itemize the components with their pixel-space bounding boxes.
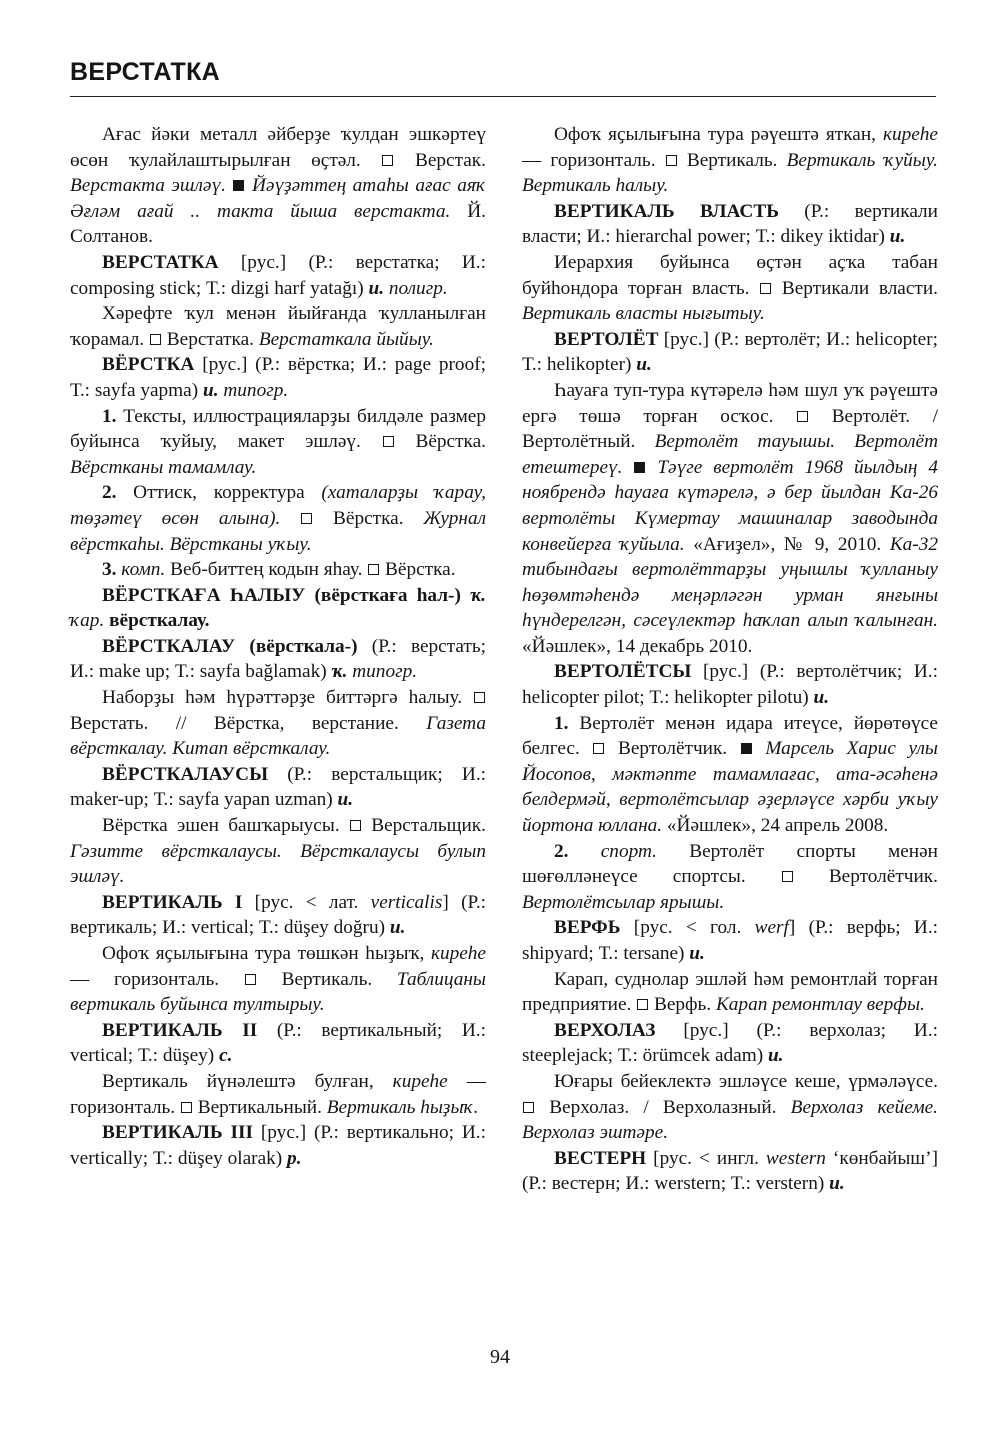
dictionary-entry-paragraph [70,941,486,1018]
body-text: (Р.: вертикальный; И.: vertical; Т.: düşey) [70,1019,486,1067]
body-text: «Ағиҙел», № 9, 2010. [684,533,890,555]
empty-square-marker-icon [350,820,361,831]
empty-square-marker-icon [181,1102,192,1113]
body-text: Вертикали власти. [772,277,938,299]
headword: 2. [554,840,569,862]
italic-text: типогр. [223,379,289,401]
headword: ВЕРХОЛАЗ [554,1019,656,1041]
headword: 2. [102,482,117,504]
dictionary-entry-paragraph [70,404,486,481]
part-of-speech: и. [368,277,385,299]
body-text: Вертикаль. [256,968,397,990]
body-text: Һауаға туп-тура күтәрелә һәм шул уҡ рәүештә ергә төшә торған осҡос. [522,379,938,427]
empty-square-marker-icon [797,411,808,422]
dictionary-entry-paragraph [522,199,938,250]
empty-square-marker-icon [383,436,394,447]
body-text: Оттиск, корректура [116,482,322,504]
part-of-speech: с. [219,1045,233,1067]
body-text: Верфь. [649,994,716,1016]
italic-text: Ка-32 тибындағы вертолёттарҙы уңышлы ҡулланыу һөҙөмтәһендә меңәрләгән урман янғыны һүндерелгән, сәсеүлектәр һаҡлап алып ҡалынған. [522,533,939,632]
body-text: «Йәшлек», 24 апрель 2008. [662,815,889,837]
dictionary-entry-paragraph [522,1069,938,1146]
body-text: Вертолётчик. [605,738,740,760]
body-text [226,175,233,196]
headword: вёрсткалау. [109,610,210,632]
body-text: Вёрстка. [380,559,456,581]
dictionary-entry-paragraph [522,378,938,660]
dictionary-entry-paragraph [522,327,938,378]
italic-text: werf [754,917,789,939]
body-text: Наборҙы һәм һүрәттәрҙе биттәргә һалыу. [102,687,473,709]
dictionary-entry-paragraph [70,1069,486,1120]
body-text [646,457,657,478]
body-text: — горизонталь. [70,1070,486,1118]
italic-text: Карап ремонтлау верфы. [715,994,925,1016]
body-text: Ағас йәки металл әйберҙе ҡулдан эшкәртеү өсөн ҡулайлаштырылған өҫтәл. [70,124,486,171]
dictionary-entry-paragraph [70,1018,486,1069]
part-of-speech: и. [337,789,354,811]
body-text: Офоҡ яҫылығына тура төшкән һыҙыҡ, [102,943,431,964]
empty-square-marker-icon [301,513,312,524]
headword: ВЁРСТКА [102,354,195,376]
body-text: Иерархия буйынса өҫтән аҫҡа табан буйһондора торған власть. [522,251,938,299]
italic-text: Вертолёт тауышы. Вертолёт етештереү. [522,431,938,478]
body-text: — горизонталь. [70,968,244,990]
dictionary-entry-paragraph [70,1120,486,1171]
empty-square-marker-icon [593,743,604,754]
body-text: Вертикальный. [192,1096,327,1118]
body-text: ‘көнбайыш’] (Р.: вестерн; И.: werstern; Т.: verstern) [522,1147,938,1195]
dictionary-entry-paragraph [70,685,486,762]
italic-text: киреһе [392,1070,448,1092]
body-text: Карап, суднолар эшләй һәм ремонтлай торған предприятие. [522,968,938,1016]
body-text: Тексты, иллюстрацияларҙы билдәле размер буйынса ҡуйыу, макет эшләү. [70,405,486,453]
dictionary-entry-paragraph [522,659,938,710]
empty-square-marker-icon [382,155,393,166]
body-text: Вертолёт. / Вертолётный. [522,405,939,453]
body-text: Вертикаль йүнәлештә булған, [102,1070,393,1092]
body-text: ] (Р.: верфь; И.: shipyard; Т.: tersane) [522,917,938,964]
body-text: [рус.] (Р.: вертолётчик; И.: helicopter pilot; Т.: helikopter pilotu) [522,661,938,709]
empty-square-marker-icon [782,871,793,882]
body-text: Вёрстка. [313,507,424,529]
body-text: Й. Солтанов. [70,200,486,248]
body-text: (Р.: верстальщик; И.: maker-up; Т.: sayfa yapan uzman) [70,763,486,811]
italic-text: Вертикаль һыҙыҡ. [326,1096,479,1118]
italic-text: Марсель Харис улы Йосопов, мәктәпте тамамлағас, ата-әсәһенә белдермәй, вертолётсылар әҙерләүсе хәрби уҡыу йортона юллана. [522,738,938,837]
body-text: ] (Р.: вертикаль; И.: vertical; Т.: düşey doğru) [70,891,486,939]
empty-square-marker-icon [245,974,256,985]
part-of-speech: и. [389,917,406,939]
italic-text: Вертикаль ҡуйыу. Вертикаль һалыу. [522,149,938,197]
body-text: Хәрефте ҡул менән йыйғанда ҡулланылған ҡорамал. [70,303,486,350]
italic-text: Вертолётсылар ярышы. [522,891,725,913]
headword: ВЕРТИКАЛЬ ВЛАСТЬ [554,200,779,222]
headword: ВЕРТОЛЁТ [554,328,659,350]
body-text: [рус. < гол. [620,917,755,939]
empty-square-marker-icon [637,999,648,1010]
filled-square-marker-icon [233,180,244,191]
body-text: Вертолёт спорты менән шөғөлләнеүсе спортсы. [522,840,938,888]
dictionary-entry-paragraph [522,250,938,327]
empty-square-marker-icon [523,1102,534,1113]
dictionary-entry-paragraph [522,1146,938,1197]
body-text: Верстать. // Вёрстка, верстание. [70,712,427,734]
running-header: ВЕРСТАТКА [70,58,221,86]
empty-square-marker-icon [666,155,677,166]
italic-text: спорт. [600,840,657,862]
body-text: Офоҡ яҫылығына тура рәүештә яткан, [554,124,883,145]
dictionary-entry-paragraph [522,1018,938,1069]
part-of-speech: и. [202,379,219,401]
body-text: Вертолёт менән идара итеүсе, йөрөтөүсе белгес. [522,712,938,760]
body-text: [рус. < ингл. [646,1147,766,1169]
part-of-speech: и. [829,1173,845,1195]
body-text [461,585,470,606]
part-of-speech: ҡ. [470,584,486,606]
part-of-speech: и. [636,354,652,376]
body-text [280,508,300,529]
dictionary-entry-paragraph [522,122,938,199]
headword: ВЁРСТКАЛАУСЫ [102,763,269,785]
right-column [522,122,938,1197]
body-text [622,457,633,478]
headword: ВЕРСТАТКА [102,251,219,273]
body-text: «Йәшлек», 14 декабрь 2010. [522,635,753,657]
dictionary-entry-paragraph [70,762,486,813]
italic-text: киреһе [430,943,486,964]
dictionary-entry-paragraph [70,250,486,301]
italic-text: (хаталарҙы ҡарау, төҙәтеү өсөн алына). [70,482,487,529]
part-of-speech: р. [287,1147,302,1169]
body-text: Вёрстка эшен башҡарыусы. [102,815,349,837]
italic-text: Тәүге вертолёт 1968 йылдың 4 ноябрендә һауаға күтәрелә, ә бер йылдан Ка-26 вертолёты Күмертау машиналар заводында конвейерға ҡуйыла. [522,456,938,555]
headword: ВЕРТИКАЛЬ III [102,1122,253,1144]
headword: ВЕРТОЛЁТСЫ [554,661,692,683]
dictionary-entry-paragraph [522,967,938,1018]
empty-square-marker-icon [368,564,379,575]
italic-text: Таблицаны вертикаль буйынса тултырыу. [70,968,486,1016]
body-text: [рус.] (Р.: верстатка; И.: composing stick; Т.: dizgi harf yatağı) [70,251,486,299]
dictionary-entry-paragraph [70,583,486,634]
dictionary-entry-paragraph [70,301,486,352]
headword: 1. [554,712,569,734]
filled-square-marker-icon [741,743,752,754]
empty-square-marker-icon [474,692,485,703]
italic-text: Верстакта эшләү. [70,175,226,197]
dictionary-entry-paragraph [522,839,938,916]
italic-text: Гәзитте вёрсткалаусы. Вёрсткалаусы булып эшләү. [70,840,486,888]
body-text [568,841,600,862]
body-text: [рус.] (Р.: вёрстка; И.: page proof; Т.: sayfa yapma) [70,354,486,401]
headword: ВЁРСТКАҒА ҺАЛЫУ (вёрсткаға һал-) [102,584,461,606]
part-of-speech: и. [767,1045,784,1067]
body-text: (Р.: верстать; И.: make up; Т.: sayfa bağlamak) [70,635,486,683]
body-text: [рус.] (Р.: верхолаз; И.: steeplejack; Т.: örümcek adam) [522,1019,938,1067]
body-text: Вертолётчик. [793,866,938,888]
italic-text: Газета вёрсткалау. Китап вёрсткалау. [70,712,486,760]
part-of-speech: и. [889,226,906,248]
headword: ВЁРСТКАЛАУ (вёрсткала-) [102,635,358,657]
body-text: Верстальщик. [361,815,486,837]
italic-text: Верстаткала йыйыу. [258,328,434,350]
italic-text: verticalis [370,891,443,913]
part-of-speech: и. [689,943,705,964]
dictionary-entry-paragraph [522,711,938,839]
body-text: [рус.] (Р.: вертикально; И.: vertically; Т.: düşey olarak) [70,1122,486,1169]
body-text: [рус.] (Р.: вертолёт; И.: helicopter; Т.: helikopter) [522,328,938,376]
dictionary-entry-paragraph [70,352,486,403]
dictionary-entry-paragraph [70,557,486,583]
headword: ВЕСТЕРН [554,1147,647,1169]
dictionary-entry-paragraph [70,813,486,890]
body-text: Верстатка. [161,328,259,350]
page-number: 94 [490,1346,510,1368]
body-text: Вертикаль. [677,149,787,171]
dictionary-entry-paragraph [70,122,486,250]
italic-text: Верхолаз кейеме. Верхолаз эштәре. [522,1096,938,1144]
body-text: — горизонталь. [522,149,665,171]
body-text: Верстак. [394,149,486,171]
body-text: Юғары бейеклектә эшләүсе кеше, үрмәләүсе. [554,1070,938,1092]
dictionary-entry-paragraph [70,890,486,941]
italic-text: типогр. [352,661,418,683]
body-text: [рус. < лат. [242,891,371,913]
filled-square-marker-icon [634,462,645,473]
dictionary-entry-paragraph [522,915,938,966]
headword: ВЕРФЬ [554,917,621,939]
italic-text: полигр. [388,277,448,299]
body-text: Верхолаз. / Верхолазный. [535,1096,791,1118]
italic-text: Журнал вёрсткаһы. Вёрстканы уҡыу. [70,507,486,555]
body-text: (Р.: вертикали власти; И.: hierarchal power; Т.: dikey iktidar) [522,200,938,248]
italic-text: western [765,1147,826,1169]
header-rule [70,96,936,97]
empty-square-marker-icon [760,283,771,294]
italic-text: Йәүҙәттең атаһы ағас аяҡ Әғләм ағай .. такта йыша верстакта. [70,175,486,222]
dictionary-entry-paragraph [70,480,486,557]
left-column [70,122,486,1171]
part-of-speech: и. [813,687,830,709]
part-of-speech: ҡ. [331,661,348,683]
headword: 1. [102,405,117,427]
headword: ВЕРТИКАЛЬ II [102,1019,258,1041]
empty-square-marker-icon [150,334,161,345]
body-text: Веб-биттең кодын яһау. [165,559,368,581]
headword: ВЕРТИКАЛЬ I [102,891,243,913]
italic-text: Вертикаль власты нығытыу. [522,303,765,325]
dictionary-entry-paragraph [70,634,486,685]
italic-text: киреһе [882,124,938,145]
italic-text: Вёрстканы тамамлау. [70,456,257,478]
italic-text: комп. [121,559,166,581]
body-text [753,738,766,759]
italic-text: ҡар. [70,610,105,632]
body-text: Вёрстка. [394,431,486,453]
headword: 3. [102,559,117,581]
